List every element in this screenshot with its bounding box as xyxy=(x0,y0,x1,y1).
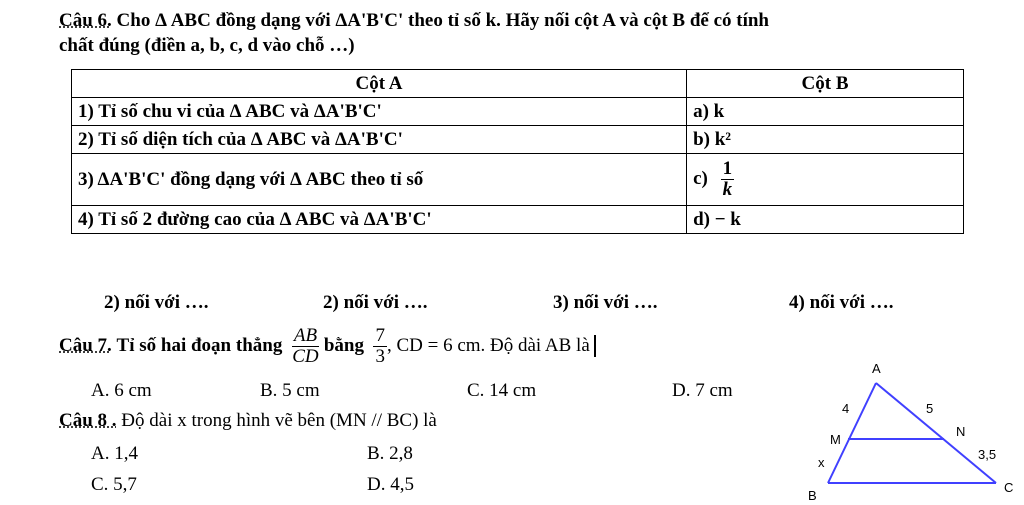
q6-line2: chất đúng (điền a, b, c, d vào chỗ …) xyxy=(59,35,355,56)
q7-option-b: B. 5 cm xyxy=(260,380,320,401)
q7-frac-num: AB xyxy=(293,324,318,346)
q6-line1 xyxy=(59,10,769,32)
side-ac xyxy=(876,383,996,483)
q7-text2: bằng xyxy=(323,335,364,356)
q8-text: Độ dài x trong hình vẽ bên (MN // BC) là xyxy=(121,410,437,431)
row1-col-b: a) k xyxy=(687,98,964,126)
table-row xyxy=(72,206,964,234)
triangle-figure xyxy=(800,355,1024,505)
q7-option-c: C. 14 cm xyxy=(467,380,537,401)
q7-text1: Tỉ số hai đoạn thẳng xyxy=(116,335,283,356)
header-col-b: Cột B xyxy=(687,70,964,98)
q8-option-d: D. 4,5 xyxy=(367,474,414,495)
q7-val-den: 3 xyxy=(375,345,385,367)
text-cursor xyxy=(594,335,596,357)
answer-4: 4) nối với …. xyxy=(789,292,894,313)
q7-title: Câu 7. xyxy=(59,335,112,356)
q7-ratio-fraction xyxy=(292,326,319,367)
row1-col-a: 1) Tỉ số chu vi của Δ ABC và ΔA'B'C' xyxy=(72,98,687,126)
row3-b-den: k xyxy=(722,179,733,200)
q7-value-fraction xyxy=(373,326,387,367)
q8-line xyxy=(59,410,437,432)
label-nc: 3,5 xyxy=(978,447,997,462)
table-row xyxy=(72,98,964,126)
q7-line xyxy=(59,322,596,370)
answer-2: 2) nối với …. xyxy=(323,292,428,313)
row4-col-b: d) − k xyxy=(687,206,964,234)
label-m: M xyxy=(830,432,841,447)
row3-b-fraction xyxy=(721,159,735,200)
row2-col-a: 2) Tỉ số diện tích của Δ ABC và ΔA'B'C' xyxy=(72,126,687,154)
q7-option-a: A. 6 cm xyxy=(91,380,152,401)
label-mb: x xyxy=(818,455,825,470)
label-b: B xyxy=(808,488,817,503)
row2-col-b: b) k² xyxy=(687,126,964,154)
label-an: 5 xyxy=(926,401,934,416)
table-row xyxy=(72,154,964,206)
row4-col-a: 4) Tỉ số 2 đường cao của Δ ABC và ΔA'B'C' xyxy=(72,206,687,234)
table-row xyxy=(72,126,964,154)
q7-text3: , CD = 6 cm. Độ dài AB là xyxy=(386,335,590,356)
q8-option-a: A. 1,4 xyxy=(91,443,138,464)
label-n: N xyxy=(956,424,966,439)
q7-option-d: D. 7 cm xyxy=(672,380,733,401)
q6-title: Câu 6. xyxy=(59,10,112,31)
q7-frac-den: CD xyxy=(292,345,319,367)
matching-table xyxy=(71,69,964,234)
label-am: 4 xyxy=(842,401,850,416)
row3-b-num: 1 xyxy=(722,158,733,179)
label-a: A xyxy=(872,361,881,376)
q7-val-num: 7 xyxy=(375,324,385,346)
label-c: C xyxy=(1004,480,1014,495)
q6-line1-text: Cho Δ ABC đồng dạng với ΔA'B'C' theo tỉ số k. Hãy nối cột A và cột B để có tính xyxy=(116,10,770,31)
answer-3: 3) nối với …. xyxy=(553,292,658,313)
answer-1: 2) nối với …. xyxy=(104,292,209,313)
row3-col-b xyxy=(687,154,964,206)
row3-col-a: 3) ΔA'B'C' đồng dạng với Δ ABC theo tỉ số xyxy=(72,154,687,206)
header-col-a: Cột A xyxy=(72,70,687,98)
q8-option-c: C. 5,7 xyxy=(91,474,137,495)
row3-b-prefix: c) xyxy=(693,167,708,189)
q8-title: Câu 8 . xyxy=(59,410,117,431)
q8-option-b: B. 2,8 xyxy=(367,443,413,464)
